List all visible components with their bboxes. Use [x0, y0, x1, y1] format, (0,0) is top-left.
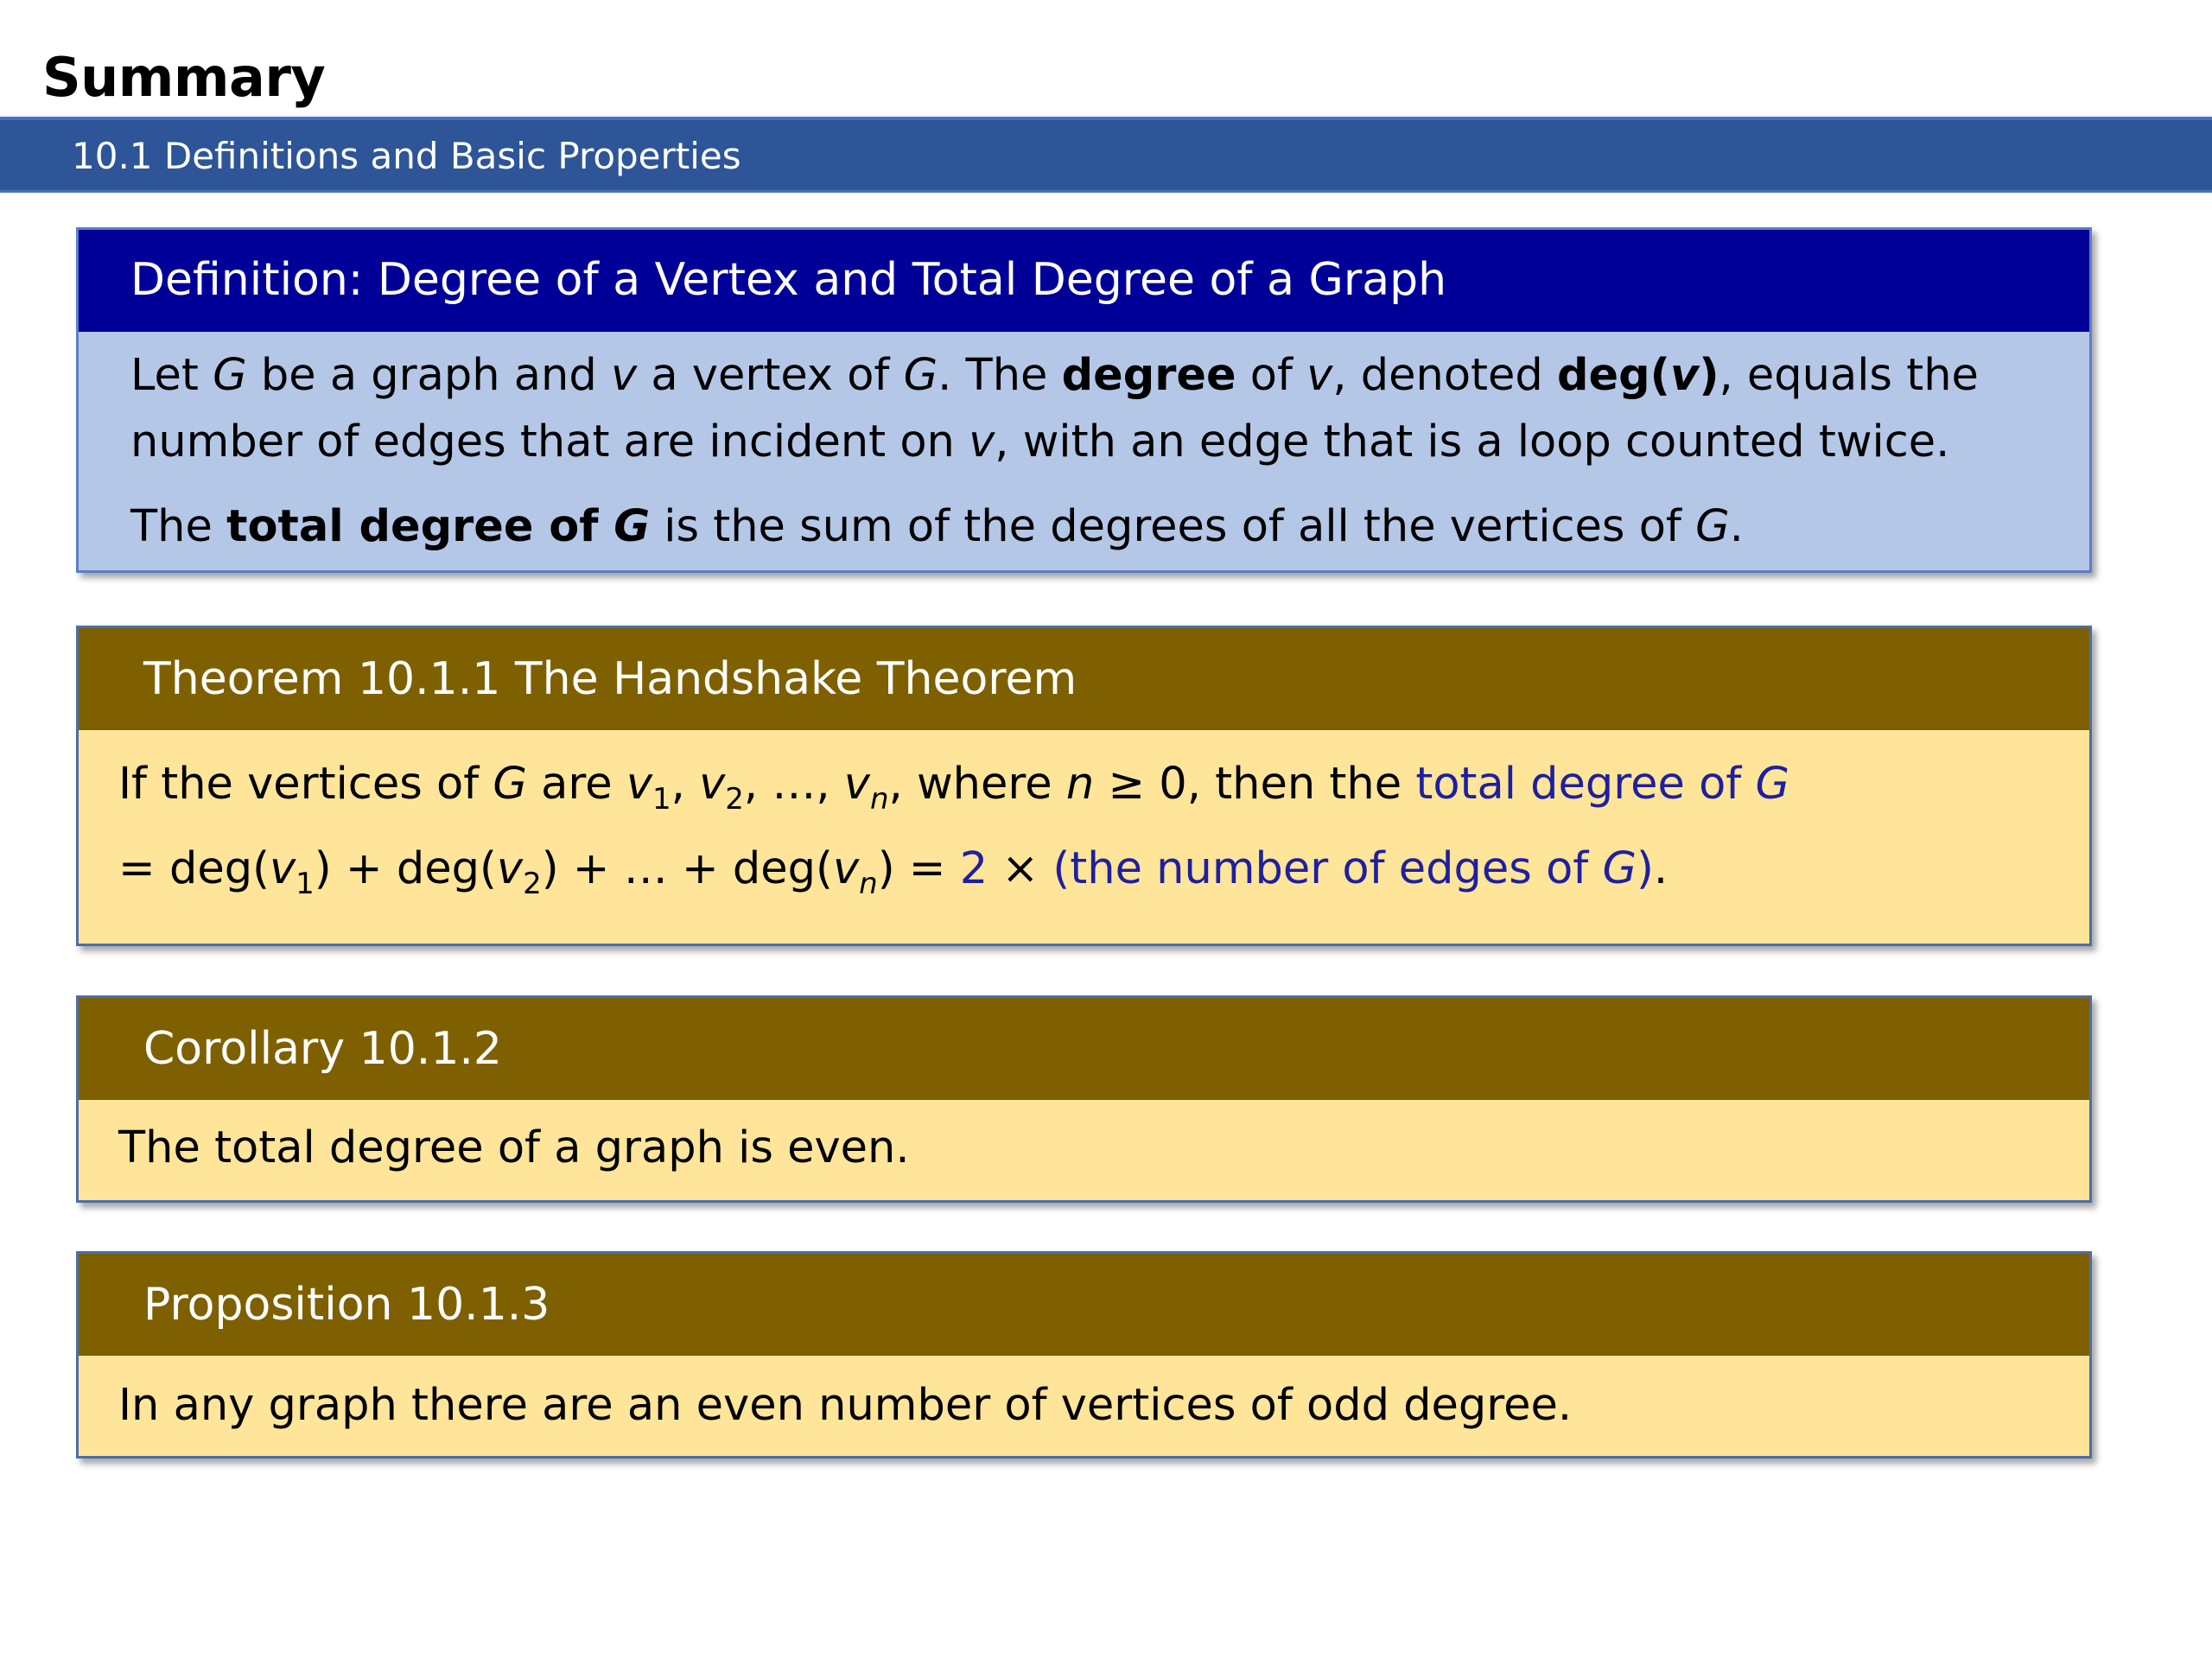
text: a vertex of — [637, 350, 904, 401]
theorem-header: Theorem 10.1.1 The Handshake Theorem — [79, 628, 2089, 730]
text: ≥ 0, then the — [1094, 759, 1416, 810]
subscript: 2 — [725, 782, 744, 817]
term-deg-v: v — [1669, 350, 1700, 401]
text: , denoted — [1332, 350, 1558, 401]
var-v: v — [496, 843, 524, 894]
subscript: n — [869, 782, 889, 817]
var-G: G — [903, 350, 938, 401]
proposition-header: Proposition 10.1.3 — [79, 1254, 2089, 1356]
var-G: G — [493, 759, 527, 810]
times-symbol: × — [1001, 843, 1039, 894]
highlight-text: (the number of edges of — [1039, 843, 1603, 894]
subscript: 1 — [296, 867, 315, 901]
text: , where — [888, 759, 1066, 810]
text: If the vertices of — [118, 759, 493, 810]
corollary-box — [76, 995, 2092, 1203]
text: Let — [130, 350, 213, 401]
text: The — [130, 501, 227, 552]
section-title: 10.1 Definitions and Basic Properties — [72, 135, 741, 177]
definition-paragraph-degree — [130, 332, 2089, 475]
highlight-text: 2 — [959, 843, 1002, 894]
definition-body — [79, 332, 2089, 570]
text: …, — [772, 759, 844, 810]
highlight-var-G: G — [1755, 759, 1789, 810]
text: , equals the — [1719, 350, 1979, 401]
text: be a graph and — [246, 350, 611, 401]
text: , with an edge that is a loop counted twice. — [995, 416, 1950, 467]
term-deg: ) — [1699, 350, 1719, 401]
term-degree: degree — [1061, 350, 1236, 401]
subscript: 1 — [652, 782, 671, 817]
highlight-var-G: G — [1602, 843, 1637, 894]
var-v: v — [843, 759, 870, 810]
text: . — [1653, 843, 1669, 894]
corollary-header: Corollary 10.1.2 — [79, 998, 2089, 1100]
text: of — [1236, 350, 1307, 401]
definition-paragraph-total-degree — [130, 493, 2089, 560]
var-v: v — [832, 843, 860, 894]
corollary-body: The total degree of a graph is even. — [79, 1100, 2089, 1200]
subscript: 2 — [523, 867, 542, 901]
subscript: n — [859, 867, 878, 901]
term-deg: deg( — [1557, 350, 1670, 401]
text: ) = — [877, 843, 960, 894]
var-v: v — [626, 759, 653, 810]
proposition-box — [76, 1251, 2092, 1459]
theorem-body — [79, 730, 2089, 944]
text: is the sum of the degrees of all the vertices of — [650, 501, 1696, 552]
proposition-body: In any graph there are an even number of vertices of odd degree. — [79, 1356, 2089, 1456]
var-v: v — [1306, 350, 1333, 401]
var-v: v — [269, 843, 296, 894]
theorem-box — [76, 626, 2092, 946]
definition-box — [76, 227, 2092, 573]
text: , — [671, 759, 700, 810]
text: . — [1729, 501, 1744, 552]
highlight-text: total degree of — [1415, 759, 1756, 810]
text: are — [526, 759, 626, 810]
definition-header: Definition: Degree of a Vertex and Total Degree of a Graph — [79, 230, 2089, 332]
var-v: v — [699, 759, 726, 810]
text: number of edges that are incident on — [130, 416, 969, 467]
var-v: v — [610, 350, 638, 401]
highlight-text: ) — [1636, 843, 1654, 894]
term-total-degree: total degree of — [226, 501, 614, 552]
text: , — [743, 759, 772, 810]
var-n: n — [1065, 759, 1095, 810]
var-v: v — [969, 416, 995, 467]
text: = deg( — [118, 843, 270, 894]
text: . The — [938, 350, 1062, 401]
var-G: G — [213, 350, 247, 401]
text: ) + deg( — [314, 843, 497, 894]
section-bar — [0, 117, 2212, 193]
slide-title: Summary — [42, 46, 326, 109]
theorem-line-2 — [118, 827, 2089, 912]
theorem-line-1 — [118, 742, 2089, 827]
term-total-degree-G: G — [613, 501, 651, 552]
text: ) + … + deg( — [541, 843, 833, 894]
var-G: G — [1695, 501, 1730, 552]
